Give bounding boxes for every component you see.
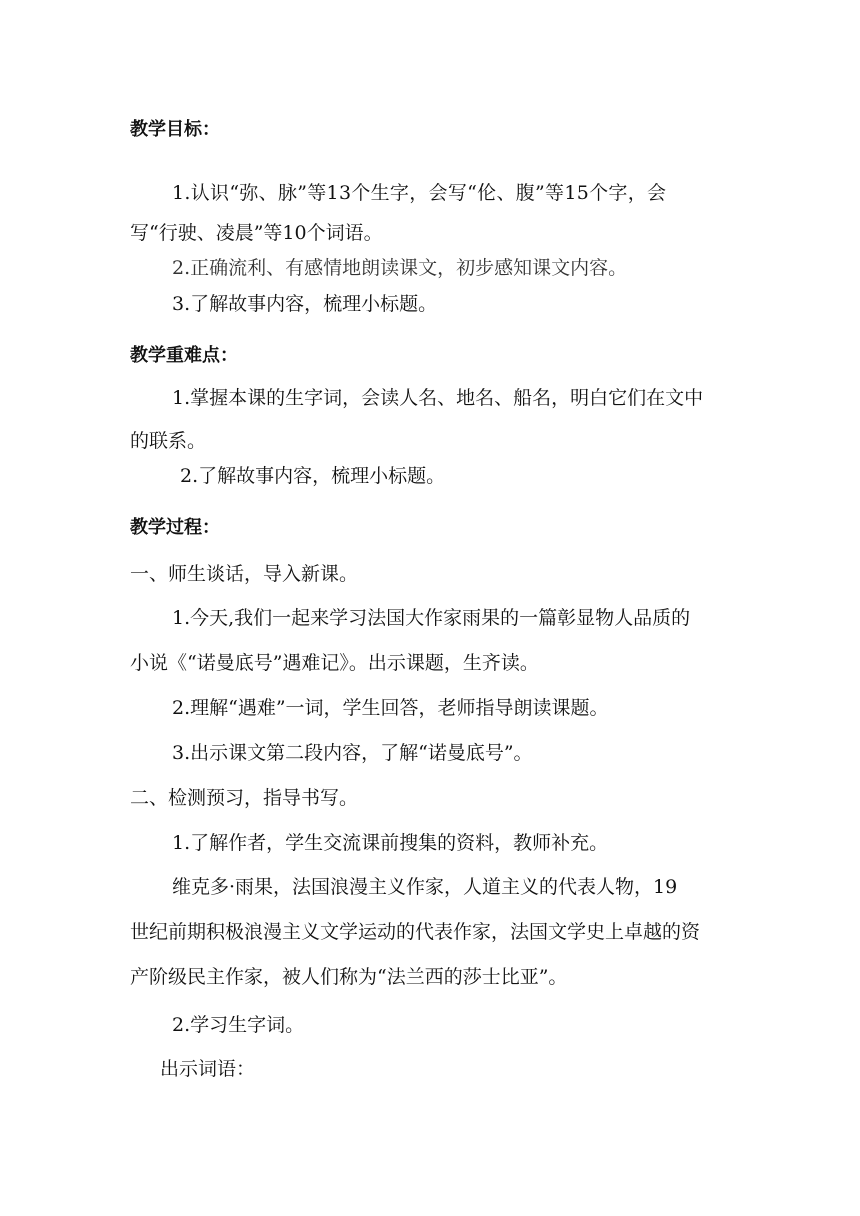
s1-item-2: 2.理解“遇难”一词，学生回答，老师指导朗读课题。: [172, 697, 609, 719]
s2-paragraph-line-3: 产阶级民主作家，被人们称为“法兰西的莎士比亚”。: [130, 966, 568, 988]
heading-key-points: 教学重难点：: [130, 345, 238, 366]
goal-1-line-1: 1.认识“弥、脉”等13个生字，会写“伦、腹”等15个字，会: [172, 182, 667, 204]
goal-3: 3.了解故事内容，梳理小标题。: [172, 293, 438, 315]
section-2-title: 二、检测预习，指导书写。: [130, 787, 359, 809]
key-2: 2.了解故事内容，梳理小标题。: [180, 465, 446, 487]
s2-paragraph-line-2: 世纪前期积极浪漫主义文学运动的代表作家，法国文学史上卓越的资: [130, 921, 701, 943]
s1-item-3: 3.出示课文第二段内容，了解“诺曼底号”。: [172, 742, 533, 764]
heading-teaching-process: 教学过程：: [130, 517, 220, 538]
s1-item-1-line-1: 1.今天,我们一起来学习法国大作家雨果的一篇彰显物人品质的: [172, 607, 691, 629]
goal-1-line-2: 写“行驶、凌晨”等10个词语。: [130, 222, 383, 244]
section-1-title: 一、师生谈话，导入新课。: [130, 563, 359, 585]
key-1-line-1: 1.掌握本课的生字词，会读人名、地名、船名，明白它们在文中: [172, 387, 704, 409]
s2-show-words: 出示词语：: [160, 1058, 256, 1080]
heading-teaching-goals: 教学目标：: [130, 119, 220, 140]
key-1-line-2: 的联系。: [130, 430, 207, 452]
s1-item-1-line-2: 小说《“诺曼底号”遇难记》。出示课题，生齐读。: [130, 652, 539, 674]
s2-item-2: 2.学习生字词。: [172, 1014, 305, 1036]
s2-item-1: 1.了解作者，学生交流课前搜集的资料，教师补充。: [172, 832, 609, 854]
goal-2: 2.正确流利、有感情地朗读课文，初步感知课文内容。: [172, 257, 628, 279]
s2-paragraph-line-1: 维克多·雨果，法国浪漫主义作家，人道主义的代表人物，19: [172, 876, 678, 898]
